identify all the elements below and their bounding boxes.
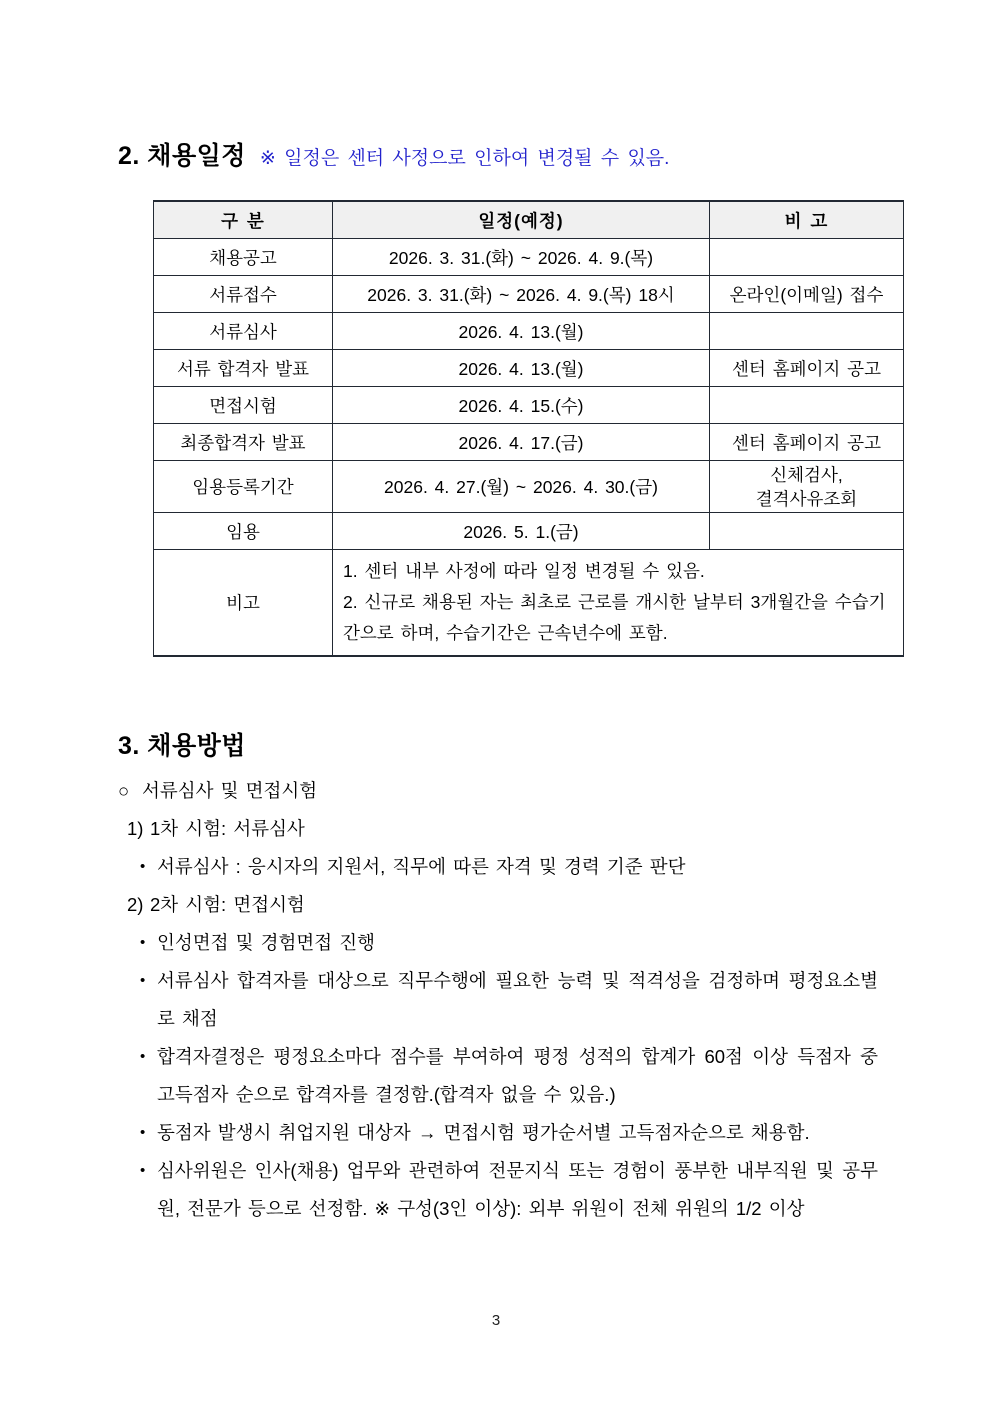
- list-item: [118, 848, 878, 886]
- list-item-text: 서류심사 및 면접시험: [142, 780, 318, 801]
- cell-category: 면접시험: [154, 387, 333, 424]
- header-category: 구 분: [154, 201, 333, 239]
- list-item: [118, 886, 878, 924]
- section-3-title: 3. 채용방법: [118, 732, 246, 760]
- list-item-text: 심사위원은 인사(채용) 업무와 관련하여 전문지식 또는 경험이 풍부한 내부직원 및 공무원, 전문가 등으로 선정함. ※ 구성(3인 이상): 외부 위원이 전체 위원의 1/2 이상: [157, 1160, 878, 1219]
- table-row: [154, 424, 904, 461]
- cell-remark: [710, 387, 904, 424]
- cell-note-content: [333, 550, 904, 657]
- number-marker: 1): [127, 818, 144, 839]
- table-row: [154, 276, 904, 313]
- list-item: [118, 924, 878, 962]
- cell-schedule: 2026. 4. 13.(월): [333, 350, 710, 387]
- list-item: [118, 1038, 878, 1114]
- dot-bullet-icon: •: [140, 972, 146, 989]
- cell-schedule: 2026. 4. 15.(수): [333, 387, 710, 424]
- cell-remark: [710, 513, 904, 550]
- method-list: [118, 772, 878, 1228]
- cell-category: 비고: [154, 550, 333, 657]
- dot-bullet-icon: •: [140, 1124, 146, 1141]
- list-item: [118, 1114, 878, 1152]
- list-item-text: 서류심사 : 응시자의 지원서, 직무에 따른 자격 및 경력 기준 판단: [157, 856, 686, 877]
- cell-schedule: 2026. 3. 31.(화) ~ 2026. 4. 9.(목): [333, 239, 710, 276]
- table-row: [154, 239, 904, 276]
- remark-line: 결격사유조회: [755, 488, 858, 509]
- note-line: 1. 센터 내부 사정에 따라 일정 변경될 수 있음.: [343, 561, 705, 581]
- schedule-table: [153, 200, 904, 657]
- cell-category: 임용등록기간: [154, 461, 333, 513]
- table-row: [154, 313, 904, 350]
- section-2-heading: [118, 136, 669, 172]
- table-row: [154, 350, 904, 387]
- dot-bullet-icon: •: [140, 858, 146, 875]
- cell-category: 서류심사: [154, 313, 333, 350]
- circle-bullet-icon: ○: [118, 780, 130, 801]
- table-row: [154, 387, 904, 424]
- cell-remark: [710, 461, 904, 513]
- cell-category: 서류접수: [154, 276, 333, 313]
- list-item-text: 인성면접 및 경험면접 진행: [157, 932, 376, 953]
- cell-schedule: 2026. 4. 27.(월) ~ 2026. 4. 30.(금): [333, 461, 710, 513]
- list-item: [118, 962, 878, 1038]
- cell-schedule: 2026. 3. 31.(화) ~ 2026. 4. 9.(목) 18시: [333, 276, 710, 313]
- remark-line: 신체검사,: [770, 464, 843, 485]
- list-item: [118, 810, 878, 848]
- section-2-note: ※ 일정은 센터 사정으로 인하여 변경될 수 있음.: [259, 148, 670, 169]
- table-header-row: [154, 201, 904, 239]
- table-row: [154, 461, 904, 513]
- section-2-title: 2. 채용일정: [118, 142, 246, 170]
- page-number: 3: [491, 1312, 501, 1329]
- list-item-text: 동점자 발생시 취업지원 대상자 → 면접시험 평가순서별 고득점자순으로 채용함.: [157, 1122, 810, 1143]
- cell-schedule: 2026. 4. 13.(월): [333, 313, 710, 350]
- dot-bullet-icon: •: [140, 1048, 146, 1065]
- number-marker: 2): [127, 894, 144, 915]
- cell-remark: [710, 239, 904, 276]
- cell-category: 최종합격자 발표: [154, 424, 333, 461]
- list-item-text: 서류심사 합격자를 대상으로 직무수행에 필요한 능력 및 적격성을 검정하며 평정요소별로 채점: [157, 970, 878, 1029]
- table-row: [154, 513, 904, 550]
- cell-remark: 센터 홈페이지 공고: [710, 424, 904, 461]
- cell-schedule: 2026. 5. 1.(금): [333, 513, 710, 550]
- list-item: [118, 772, 878, 810]
- cell-remark: [710, 313, 904, 350]
- note-line: 2. 신규로 채용된 자는 최초로 근로를 개시한 날부터 3개월간을 수습기간으로 하며, 수습기간은 근속년수에 포함.: [343, 592, 886, 643]
- list-item: [118, 1152, 878, 1228]
- cell-category: 서류 합격자 발표: [154, 350, 333, 387]
- cell-category: 채용공고: [154, 239, 333, 276]
- list-item-text: 합격자결정은 평정요소마다 점수를 부여하여 평정 성적의 합계가 60점 이상 득점자 중 고득점자 순으로 합격자를 결정함.(합격자 없을 수 있음.): [157, 1046, 878, 1105]
- table-note-row: [154, 550, 904, 657]
- cell-remark: 온라인(이메일) 접수: [710, 276, 904, 313]
- list-item-text: 1차 시험: 서류심사: [150, 818, 305, 839]
- header-schedule: 일정(예정): [333, 201, 710, 239]
- cell-category: 임용: [154, 513, 333, 550]
- cell-remark: 센터 홈페이지 공고: [710, 350, 904, 387]
- dot-bullet-icon: •: [140, 934, 146, 951]
- list-item-text: 2차 시험: 면접시험: [150, 894, 305, 915]
- dot-bullet-icon: •: [140, 1162, 146, 1179]
- header-remark: 비 고: [710, 201, 904, 239]
- cell-schedule: 2026. 4. 17.(금): [333, 424, 710, 461]
